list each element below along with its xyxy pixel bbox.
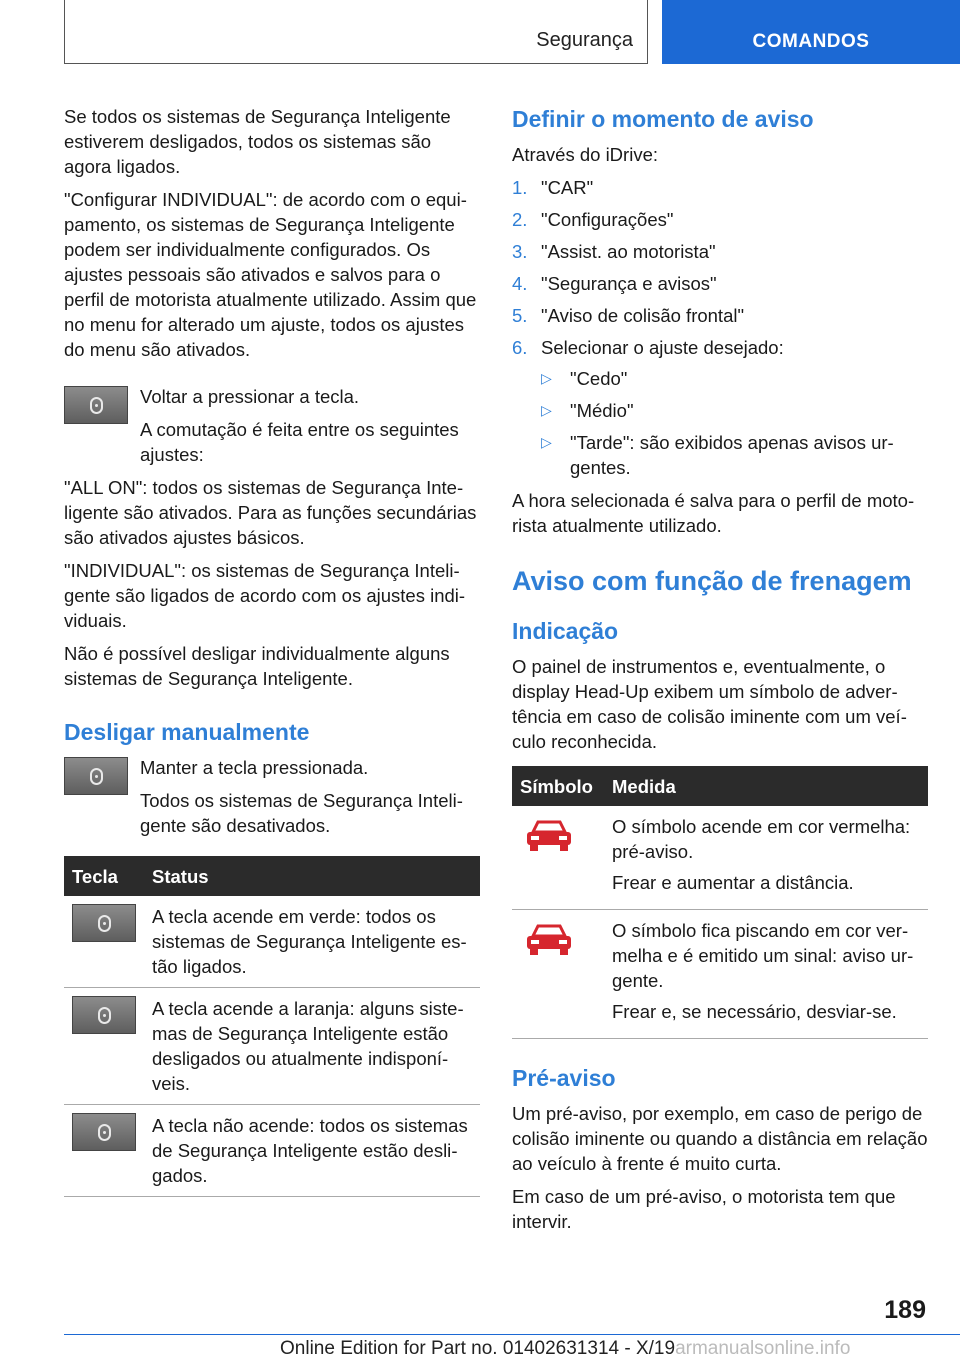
section-heading: Pré-aviso (512, 1065, 616, 1091)
status-table (64, 856, 480, 1197)
table-cell: O símbolo fica piscando em cor vermelha e é emitido um sinal: aviso urgente. Frear e, se necessário, desviar-se. (604, 910, 928, 1039)
safety-button-off-icon (72, 1113, 136, 1151)
section-heading: Indicação (512, 618, 619, 644)
table-header: Símbolo (512, 766, 604, 806)
watermark: armanualsonline.info (675, 1338, 851, 1359)
paragraph: O painel de instrumentos e, eventualmente, o display Head-Up exibem um símbolo de advertência em caso de colisão iminente com um veículo reconhecida. (512, 656, 907, 752)
safety-button-icon (64, 757, 128, 795)
paragraph: Não é possível desligar individualmente alguns sistemas de Segurança Inteligente. (64, 643, 450, 689)
paragraph: Através do iDrive: (512, 144, 658, 165)
key-instruction-1 (64, 384, 480, 467)
table-cell: A tecla acende a laranja: alguns sistemas de Segurança Inteligente estão desligados ou atualmente indisponíveis. (144, 988, 480, 1105)
paragraph: "ALL ON": todos os sistemas de Segurança Inteligente são ativados. Para as funções secundárias são ativados ajustes básicos. (64, 477, 477, 548)
table-header: Status (144, 856, 480, 896)
table-row (64, 988, 480, 1105)
footer-edition: Online Edition for Part no. 01402631314 - X/19armanualsonline.info (280, 1338, 851, 1359)
footer-divider (64, 1334, 960, 1335)
sub-list (541, 366, 928, 480)
list-item: 5. "Aviso de colisão frontal" (512, 305, 745, 326)
header-box (64, 0, 648, 64)
step-list (512, 175, 928, 480)
page-number: 189 (884, 1296, 926, 1324)
table-row (512, 806, 928, 910)
list-item: ▷ "Médio" (541, 400, 634, 421)
list-item: 1. "CAR" (512, 177, 594, 198)
symbol-table (512, 766, 928, 1039)
section-heading: Definir o momento de aviso (512, 106, 814, 132)
list-item: ▷ "Tarde": são exibidos apenas avisos urgentes. (541, 432, 894, 478)
table-header: Medida (604, 766, 928, 806)
table-cell: A tecla acende em verde: todos os sistemas de Segurança Inteligente estão ligados. (144, 896, 480, 988)
section-title: Segurança (536, 29, 633, 51)
instruction-text: Todos os sistemas de Segurança Inteligente são desativados. (140, 790, 463, 836)
section-heading: Desligar manualmente (64, 719, 310, 745)
table-cell: O símbolo acende em cor vermelha: pré-aviso. Frear e aumentar a distância. (604, 806, 928, 910)
chapter-tab: COMANDOS (662, 0, 960, 64)
list-item: 3. "Assist. ao motorista" (512, 241, 716, 262)
list-item: 2. "Configurações" (512, 209, 674, 230)
paragraph: A hora selecionada é salva para o perfil de motorista atualmente utilizado. (512, 490, 915, 536)
safety-button-icon (64, 386, 128, 424)
instruction-text: Voltar a pressionar a tecla. (140, 386, 360, 407)
table-row (64, 1105, 480, 1197)
list-item: ▷ "Cedo" (541, 368, 628, 389)
collision-warning-car-icon (524, 818, 574, 854)
table-row (512, 910, 928, 1039)
chapter-heading: Aviso com função de frenagem (512, 566, 912, 596)
collision-warning-car-icon (524, 922, 574, 958)
table-cell: A tecla não acende: todos os sistemas de Segurança Inteligente estão desligados. (144, 1105, 480, 1197)
list-item: 4. "Segurança e avisos" (512, 273, 717, 294)
right-column (512, 104, 928, 1242)
instruction-text: Manter a tecla pressionada. (140, 757, 369, 778)
safety-button-green-icon (72, 904, 136, 942)
safety-button-orange-icon (72, 996, 136, 1034)
key-instruction-2 (64, 755, 480, 838)
paragraph: "Configurar INDIVIDUAL": de acordo com o equipamento, os sistemas de Segurança Inteligente podem ser individualmente configurados. Os ajustes pessoais são ativados e salvos para o perfil de motorista atualmente utilizado. Assim que no menu for alterado um ajuste, todos os ajustes do menu são ativados. (64, 189, 477, 360)
paragraph: Em caso de um pré-aviso, o motorista tem que intervir. (512, 1186, 896, 1232)
paragraph: Se todos os sistemas de Segurança Inteligente estiverem desligados, todos os sistemas são agora ligados. (64, 106, 451, 177)
table-header: Tecla (64, 856, 144, 896)
paragraph: "INDIVIDUAL": os sistemas de Segurança Inteligente são ligados de acordo com os ajustes individuais. (64, 560, 466, 631)
left-column (64, 104, 480, 1197)
list-item: 6. Selecionar o ajuste desejado: ▷ "Cedo" ▷ "Médio" ▷ "Tarde": são exibidos apenas avisos urgentes. (512, 335, 928, 480)
instruction-text: A comutação é feita entre os seguintes ajustes: (140, 419, 459, 465)
paragraph: Um pré-aviso, por exemplo, em caso de perigo de colisão iminente ou quando a distância em relação ao veículo à frente é muito curta. (512, 1103, 928, 1174)
table-row (64, 896, 480, 988)
